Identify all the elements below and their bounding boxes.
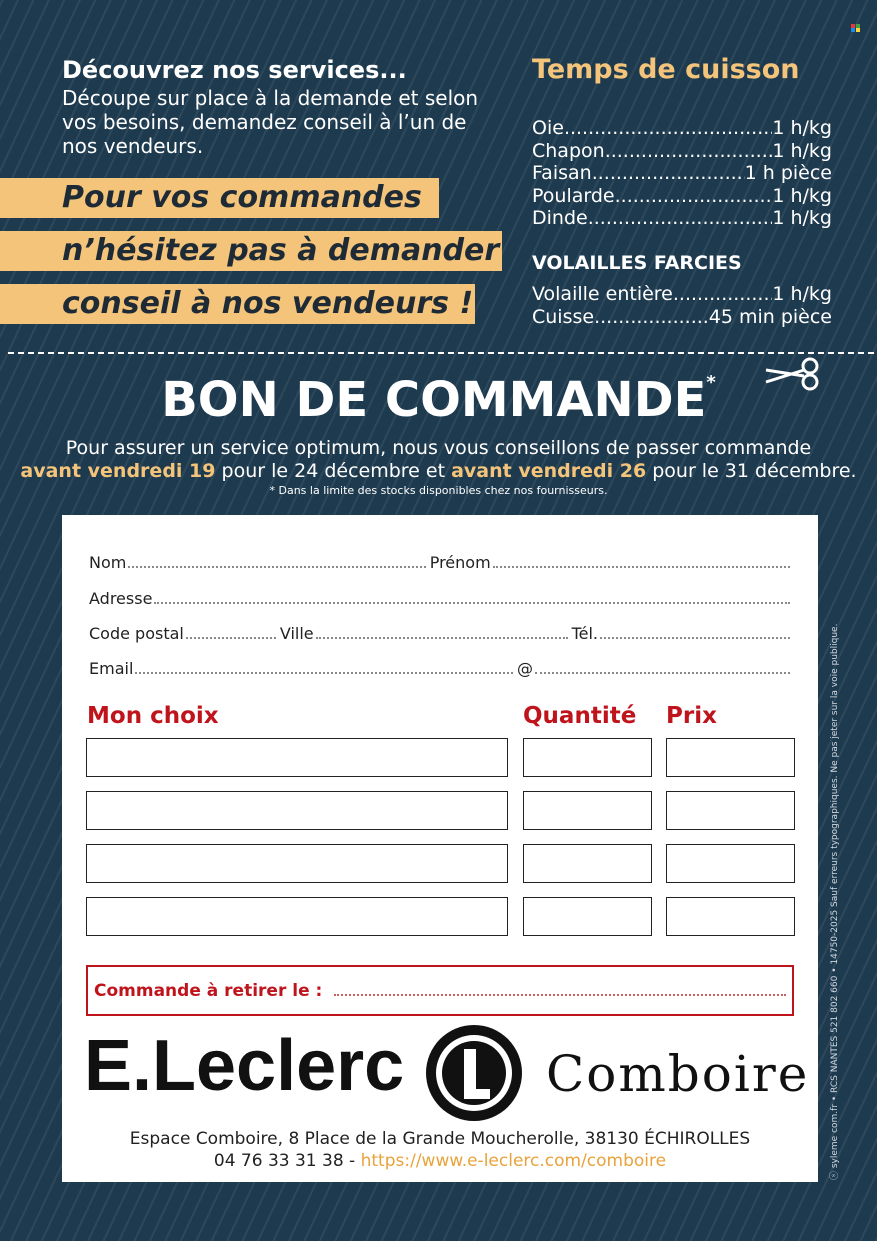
cuisson-title: Temps de cuisson	[532, 54, 800, 85]
choix-box-4[interactable]	[86, 897, 508, 936]
tel-field[interactable]	[600, 624, 790, 639]
choix-box-2[interactable]	[86, 791, 508, 830]
adresse-label: Adresse	[89, 589, 153, 608]
leclerc-logo-icon	[424, 1023, 524, 1123]
farcies-title: VOLAILLES FARCIES	[532, 252, 742, 274]
prenom-field[interactable]	[493, 553, 790, 568]
stock-note: * Dans la limite des stocks disponibles chez nos fournisseurs.	[269, 484, 608, 497]
farcies-list	[532, 283, 832, 329]
corner-marker-icon	[851, 24, 861, 32]
cuisson-item: Chapon ..... 1 h/kg	[532, 140, 832, 163]
code-postal-field[interactable]	[186, 624, 276, 639]
cuisson-item: Faisan ..... 1 h pièce	[532, 162, 832, 185]
cut-line	[8, 352, 874, 354]
services-title: Découvrez nos services...	[62, 56, 407, 84]
mon-choix-header: Mon choix	[87, 703, 219, 729]
name-row	[89, 553, 794, 572]
retrait-label: Commande à retirer le :	[94, 980, 323, 1001]
farcies-item: Volaille entière ..... 1 h/kg	[532, 283, 832, 306]
legal-side-text: ⓢ syleme com.fr • RCS NANTES 521 802 660 • 14750-2025 Sauf erreurs typographiques. Ne pas jeter sur la voie publique.	[830, 623, 840, 1180]
bon-de-commande-title: BON DE COMMANDE*	[161, 372, 716, 428]
store-location-name: Comboire	[546, 1045, 810, 1103]
tel-label: Tél.	[571, 624, 598, 643]
banner-line-1: Pour vos commandes	[0, 178, 439, 218]
city-row	[89, 624, 794, 643]
cuisson-list	[532, 117, 832, 230]
quantite-box-2[interactable]	[523, 791, 652, 830]
banner-line-3: conseil à nos vendeurs !	[0, 284, 475, 324]
order-form	[62, 515, 818, 1182]
nom-label: Nom	[89, 553, 127, 572]
email-domain-field[interactable]	[535, 659, 790, 674]
nom-field[interactable]	[128, 553, 425, 568]
store-website-link[interactable]: https://www.e-leclerc.com/comboire	[360, 1151, 667, 1171]
ville-label: Ville	[279, 624, 314, 643]
ville-field[interactable]	[316, 624, 568, 639]
email-field[interactable]	[135, 659, 513, 674]
code-postal-label: Code postal	[89, 624, 184, 643]
prix-box-4[interactable]	[666, 897, 795, 936]
adresse-field[interactable]	[154, 589, 790, 604]
email-row	[89, 659, 794, 678]
cuisson-item: Poularde ..... 1 h/kg	[532, 185, 832, 208]
order-info-line-1: Pour assurer un service optimum, nous vous conseillons de passer commande	[65, 437, 812, 459]
order-info-line-2: avant vendredi 19 pour le 24 décembre et avant vendredi 26 pour le 31 décembre.	[20, 460, 857, 482]
services-text: Découpe sur place à la demande et selon vos besoins, demandez conseil à l’un de nos vendeurs.	[62, 86, 479, 158]
email-label: Email	[89, 659, 134, 678]
at-sign: @	[517, 659, 533, 678]
retrait-date-box[interactable]	[86, 965, 794, 1016]
prix-box-1[interactable]	[666, 738, 795, 777]
choix-box-3[interactable]	[86, 844, 508, 883]
prenom-label: Prénom	[429, 553, 491, 572]
quantite-box-4[interactable]	[523, 897, 652, 936]
leclerc-brand-name: E.Leclerc	[84, 1026, 405, 1106]
cuisson-item: Dinde ..... 1 h/kg	[532, 207, 832, 230]
farcies-item: Cuisse ..... 45 min pièce	[532, 306, 832, 329]
retrait-date-field[interactable]	[334, 986, 786, 996]
prix-box-2[interactable]	[666, 791, 795, 830]
store-contact: 04 76 33 31 38 - https://www.e-leclerc.com/comboire	[213, 1151, 667, 1171]
prix-header: Prix	[666, 703, 717, 729]
quantite-header: Quantité	[523, 703, 637, 729]
store-address: Espace Comboire, 8 Place de la Grande Moucherolle, 38130 ÉCHIROLLES	[129, 1129, 751, 1149]
choix-box-1[interactable]	[86, 738, 508, 777]
address-row	[89, 589, 794, 608]
cuisson-item: Oie ..... 1 h/kg	[532, 117, 832, 140]
banner-line-2: n’hésitez pas à demander	[0, 231, 502, 271]
prix-box-3[interactable]	[666, 844, 795, 883]
quantite-box-3[interactable]	[523, 844, 652, 883]
quantite-box-1[interactable]	[523, 738, 652, 777]
store-phone: 04 76 33 31 38	[213, 1151, 344, 1171]
